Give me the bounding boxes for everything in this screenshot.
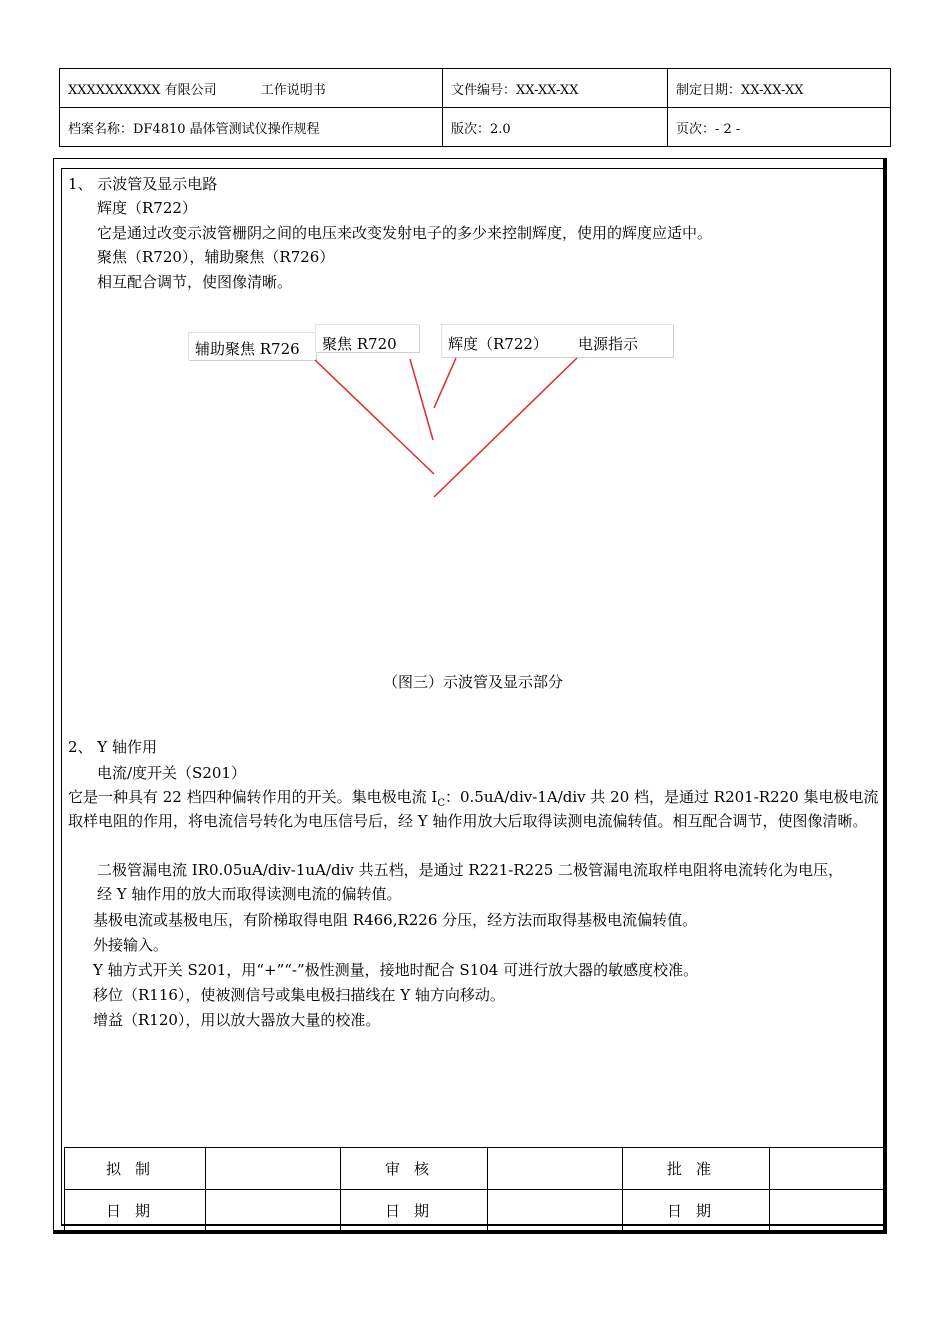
label-brightness: 辉度（R722）	[448, 335, 548, 353]
section2-line6: 移位（R116），使被测信号或集电极扫描线在 Y 轴方向移动。	[93, 986, 505, 1004]
page-number: 页次：- 2 -	[668, 108, 891, 147]
document-number: 文件编号：XX-XX-XX	[443, 69, 668, 108]
company-name: XXXXXXXXXX 有限公司	[68, 82, 217, 98]
section1-line4: 相互配合调节，使图像清晰。	[97, 273, 293, 291]
leader-line-power	[434, 358, 577, 497]
section2-line3: 基极电流或基极电压，有阶梯取得电阻 R466,R226 分压，经方法而取得基极电流偏转值。	[93, 911, 698, 929]
made-date: 制定日期：XX-XX-XX	[668, 69, 891, 108]
drafted-value	[206, 1148, 341, 1190]
reviewed-label: 审核	[341, 1148, 488, 1190]
approved-label: 批准	[623, 1148, 770, 1190]
para1-text-a: 它是一种具有 22 档四种偏转作用的开关。集电极电流 I	[68, 788, 438, 806]
document-type: 工作说明书	[260, 82, 326, 98]
section2-line4: 外接输入。	[93, 936, 169, 954]
para1-subscript: C	[437, 798, 445, 809]
section2-line7: 增益（R120），用以放大器放大量的校准。	[93, 1011, 381, 1029]
leader-line-brightness	[434, 358, 456, 408]
section1-line3: 聚焦（R720），辅助聚焦（R726）	[97, 248, 335, 266]
reviewed-date-value	[488, 1190, 623, 1232]
section2-para2-line1: 二极管漏电流 IR0.05uA/div-1uA/div 共五档，是通过 R221-R225 二极管漏电流取样电阻将电流转化为电压，	[97, 861, 844, 879]
section2-para2-line2: 经 Y 轴作用的放大而取得读测电流的偏转值。	[97, 885, 402, 903]
reviewed-date-label: 日期	[341, 1190, 488, 1232]
reviewed-value	[488, 1148, 623, 1190]
section1-heading: 1、 示波管及显示电路	[68, 175, 218, 193]
approved-date-label: 日期	[623, 1190, 770, 1232]
signature-table	[64, 1147, 887, 1232]
drafted-date-label: 日期	[65, 1190, 206, 1232]
label-focus: 聚焦 R720	[315, 324, 419, 352]
label-power-indicator: 电源指示	[577, 335, 638, 353]
section2-paragraph1	[68, 785, 884, 833]
section1-line1: 辉度（R722）	[97, 199, 197, 217]
section1-line2: 它是通过改变示波管栅阴之间的电压来改变发射电子的多少来控制辉度，使用的辉度应适中。	[97, 224, 713, 242]
leader-line-focus	[410, 359, 433, 440]
approved-value	[770, 1148, 887, 1190]
leader-line-aux-focus	[315, 360, 434, 474]
approved-date-value	[770, 1190, 887, 1232]
label-aux-focus: 辅助聚焦 R726	[188, 332, 316, 360]
para1-text-b: ：0.5uA/div-1A/div 共 20 档，是通过 R201-R220 集电极电流取样电阻的作用，将电流信号转化为电压信号后，经 Y 轴作用放大后取得读测电流偏转值。相互配合调节，使图像清晰。	[68, 788, 879, 830]
drafted-label: 拟制	[65, 1148, 206, 1190]
version: 版次：2.0	[443, 108, 668, 147]
section2-subheading: 电流/度开关（S201）	[97, 764, 246, 782]
file-name: 档案名称：DF4810 晶体管测试仪操作规程	[60, 108, 443, 147]
drafted-date-value	[206, 1190, 341, 1232]
figure-caption: （图三）示波管及显示部分	[383, 673, 564, 691]
section2-line5: Y 轴方式开关 S201，用“+”“-”极性测量，接地时配合 S104 可进行放大器的敏感度校准。	[93, 961, 699, 979]
section2-heading: 2、 Y 轴作用	[68, 738, 157, 756]
